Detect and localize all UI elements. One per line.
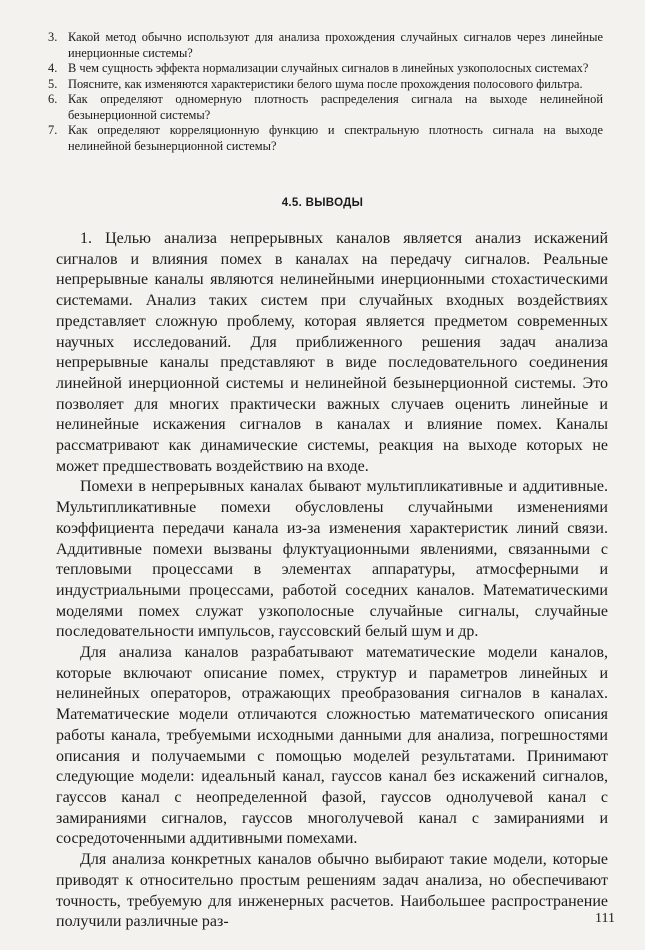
review-questions-list — [48, 30, 603, 154]
paragraph: Помехи в непрерывных каналах бывают мультипликативные и аддитивные. Мультипликативные помехи обусловлены случайными изменениями коэффициента передачи канала из-за изменения характеристик линий связи. Аддитивные помехи вызваны флуктуационными явлениями, связанными с тепловыми процессами в элементах аппаратуры, атмосферными и индустриальными процессами, работой соседних каналов. Математическими моделями помех служат узкополосные случайные сигналы, случайные последовательности импульсов, гауссовский белый шум и др. — [56, 478, 608, 641]
paragraph: Для анализа каналов разрабатывают математические модели каналов, которые включают описание помех, структур и параметров линейных и нелинейных операторов, отражающих преобразования сигналов в каналах. Математические модели отличаются сложностью математического описания работы канала, требуемыми исходными данными для анализа, погрешностями описания и получаемыми с помощью моделей результатами. Принимают следующие модели: идеальный канал, гауссов канал без искажений сигналов, гауссов канал с неопределенной фазой, гауссов однолучевой канал с замираниями сигналов, гауссов многолучевой канал с замираниями и сосредоточенными аддитивными помехами. — [56, 644, 608, 848]
paragraph: Для анализа конкретных каналов обычно выбирают такие модели, которые приводят к относительно простым решениям задач анализа, но обеспечивают точность, требуемую для инженерных расчетов. Наибольшее распространение получили различные раз- — [56, 851, 608, 931]
question-text: Как определяют одномерную плотность распределения сигнала на выходе нелинейной безынерционной системы? — [68, 92, 603, 122]
question-number: 4. — [48, 61, 58, 75]
section-heading: 4.5. ВЫВОДЫ — [281, 197, 364, 209]
question-number: 6. — [48, 92, 58, 106]
question-item — [48, 92, 603, 123]
question-item — [48, 77, 603, 93]
question-number: 7. — [48, 123, 58, 137]
question-text: Поясните, как изменяются характеристики белого шума после прохождения полосового фильтра. — [68, 76, 583, 91]
question-text: Как определяют корреляционную функцию и спектральную плотность сигнала на выходе нелинейной безынерционной системы? — [68, 123, 603, 153]
question-item — [48, 30, 603, 61]
question-item — [48, 61, 603, 77]
question-number: 3. — [48, 30, 58, 44]
question-text: В чем сущность эффекта нормализации случайных сигналов в линейных узкополосных системах? — [68, 61, 589, 75]
question-item — [48, 123, 603, 154]
page-number: 111 — [595, 911, 615, 926]
question-number: 5. — [48, 76, 58, 91]
paragraph: 1. Целью анализа непрерывных каналов является анализ искажений сигналов и влияния помех в каналах на передачу сигналов. Реальные непрерывные каналы являются нелинейными инерционными стохастическими системами. Анализ таких систем при случайных входных воздействиях представляет сложную проблему, которая является предметом современных научных исследований. Для приближенного решения задач анализа непрерывные каналы представляют в виде последовательного соединения линейной инерционной системы и нелинейной безынерционной системы. Это позволяет для многих практически важных случаев оценить линейные и нелинейные искажения сигналов в каналах и влияние помех. Каналы рассматривают как динамические системы, реакция на выходе которых не может предшествовать воздействию на входе. — [56, 230, 608, 475]
section-body — [56, 229, 608, 933]
question-text: Какой метод обычно используют для анализа прохождения случайных сигналов через линейные инерционные системы? — [68, 30, 603, 60]
